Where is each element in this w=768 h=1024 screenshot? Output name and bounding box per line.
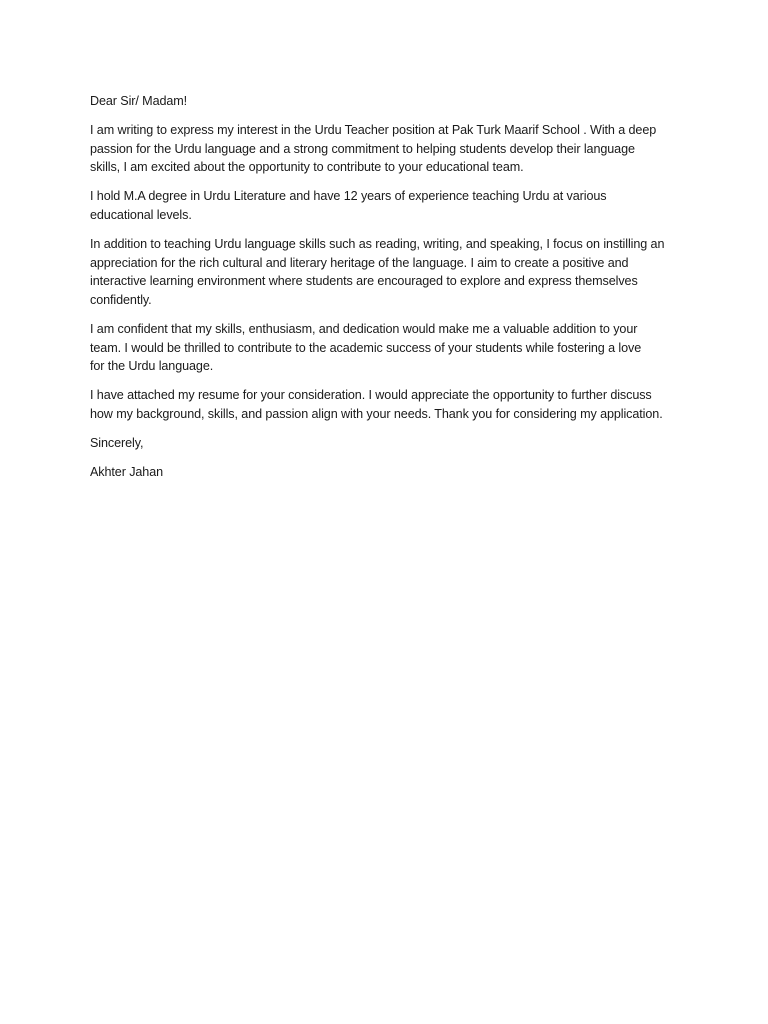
paragraph-confidence [90, 320, 682, 376]
salutation: Dear Sir/ Madam! [90, 94, 188, 108]
paragraph-teaching-approach [90, 235, 682, 309]
closing: Sincerely, [90, 435, 144, 450]
paragraph-qualifications [90, 187, 682, 224]
paragraph-interest [90, 121, 682, 177]
paragraph-line: team. I would be thrilled to contribute to the academic success of your students while fostering a love [90, 340, 642, 355]
paragraph-line: how my background, skills, and passion align with your needs. Thank you for considering my application. [90, 406, 663, 421]
paragraph-line: passion for the Urdu language and a strong commitment to helping students develop their language [90, 141, 635, 156]
paragraph-line: appreciation for the rich cultural and literary heritage of the language. I aim to create a positive and [90, 255, 629, 270]
paragraph-line: educational levels. [90, 207, 192, 222]
paragraph-line: I hold M.A degree in Urdu Literature and have 12 years of experience teaching Urdu at various [90, 189, 607, 204]
paragraph-line: I am writing to express my interest in the Urdu Teacher position at Pak Turk Maarif School . With a deep [90, 123, 657, 138]
paragraph-line: I have attached my resume for your consideration. I would appreciate the opportunity to further discuss [90, 388, 652, 403]
paragraph-line: for the Urdu language. [90, 359, 214, 374]
paragraph-resume [90, 386, 682, 423]
paragraph-line: skills, I am excited about the opportunity to contribute to your educational team. [90, 160, 524, 175]
paragraph-line: confidently. [90, 292, 152, 307]
paragraph-line: In addition to teaching Urdu language skills such as reading, writing, and speaking, I focus on instilling an [90, 237, 665, 252]
signature-name: Akhter Jahan [90, 465, 164, 479]
paragraph-line: interactive learning environment where students are encouraged to explore and express themselves [90, 274, 638, 289]
cover-letter [90, 92, 682, 492]
paragraph-line: I am confident that my skills, enthusiasm, and dedication would make me a valuable addition to your [90, 321, 638, 336]
